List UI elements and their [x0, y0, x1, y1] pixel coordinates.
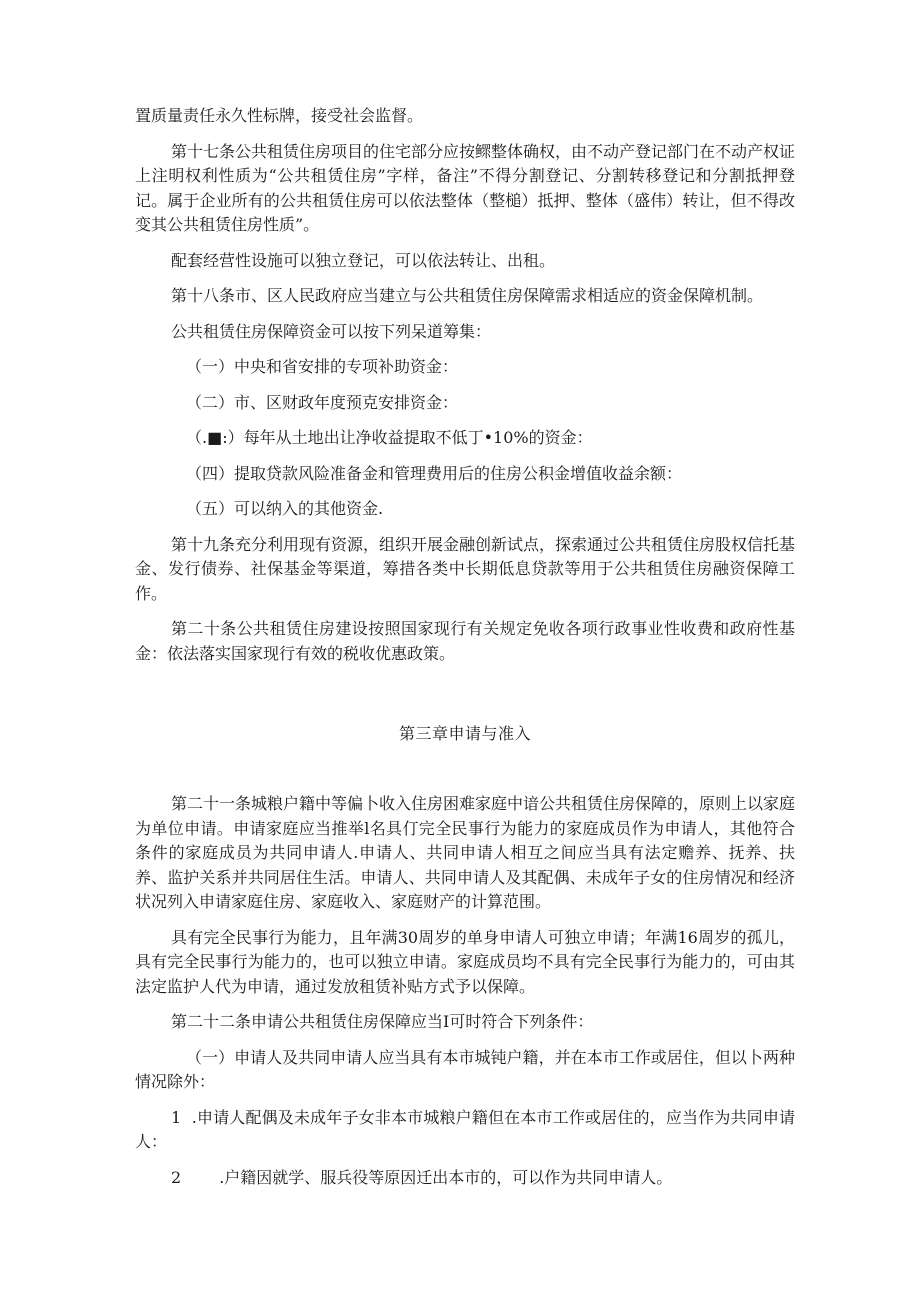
article-18-paragraph: 第十八条市、区人民政府应当建立与公共租赁住房保障需求相适应的资金保障机制。 — [171, 286, 764, 305]
facilities-registration-paragraph: 配套经营性设施可以独立登记，可以依法转让、出租。 — [171, 250, 556, 270]
funding-item-1: （一）中央和省安排的专项补助资金： — [186, 357, 459, 376]
article-19-paragraph: 第十九条充分利用现有资源，组织开展金融创新试点，探索通过公共租赁住房股权信托基金、发行债券、社保基金等渠道，筹措各类中长期低息贷款等用于公共租赁住房融资保障工作。 — [135, 534, 796, 603]
funding-channels-intro: 公共租赁住房保障资金可以按下列呆道筹集： — [171, 321, 492, 341]
single-applicant-paragraph: 具有完全民事行为能力，且年满30周岁的单身申请人可独立申请；年满16周岁的孤儿，具有完全民事行为能力的，也可以独立申请。家庭成员均不具有完全民事行为能力的，可由其法定监护人代为申请，通过发放租赁补贴方式予以保障。 — [135, 927, 795, 996]
funding-item-4: （四）提取贷款风险准备金和管理费用后的住房公积金增值收益余额： — [186, 463, 683, 483]
funding-item-2: （二）市、区财政年度预克安排资金： — [186, 392, 459, 412]
numbered-item-2 — [135, 1166, 795, 1191]
chapter-title: 第三章申请与准入 — [398, 724, 531, 743]
numbered-item-2-number: 2 — [171, 1167, 182, 1187]
condition-item-1: （一）申请人及共同申请人应当具有本市城钝户籍，并在本市工作或居住，但以卜两种情况除外： — [135, 1047, 795, 1091]
document-body — [135, 104, 795, 1201]
paragraph-continuation: 置质量责任永久性标牌，接受社会监督。 — [135, 106, 424, 125]
numbered-item-2-text: .户籍因就学、服兵役等原因迁出本市的，可以作为共同申请人。 — [219, 1167, 673, 1187]
article-20-paragraph: 第二十条公共租赁住房建设按照国家现行有关规定免收各项行政事业性收费和政府性基金：依法落实国家现行有效的税收优惠政策。 — [135, 619, 795, 663]
funding-item-5: （五）可以纳入的其他资金. — [186, 499, 384, 518]
numbered-item-1-number: 1 — [171, 1107, 182, 1127]
article-22-paragraph: 第二十二条申请公共租赁住房保障应当I可时符合下列条件： — [171, 1012, 594, 1031]
numbered-item-1 — [135, 1106, 795, 1155]
funding-item-3: （.■:）每年从土地出让净收益提取不低丁•10%的资金： — [186, 428, 593, 447]
article-21-paragraph: 第二十一条城粮户籍中等偏卜收入住房困难家庭中谙公共租赁住房保障的，原则上以家庭为单位申请。申请家庭应当推举l名具仃完全民事行为能力的家庭成员作为申请人，其他符合条件的家庭成员为共同申请人.申请人、共同申请人相互之间应当具有法定赡养、抚养、扶养、监护关系并共同居住生活。申请人、共同申请人及其配偶、未成年子女的住房情况和经济状况列入申请家庭住房、家庭收入、家庭财产的计算范围。 — [135, 794, 796, 911]
numbered-item-1-text: .申请人配偶及未成年子女非本市城粮户籍但在本市工作或居住的，应当作为共同申请人： — [135, 1107, 796, 1151]
article-17-paragraph: 第十七条公共租赁住房项目的住宅部分应按鳏整体确权，由不动产登记部门在不动产权证上注明权利性质为“公共租赁住房”字样，备注”不得分割登记、分割转移登记和分割抵押登记。属于企业所有的公共租赁住房可以依法整体（整槌）抵押、整体（盛伟）转让，但不得改变其公共租赁住房性质”。 — [135, 141, 796, 234]
